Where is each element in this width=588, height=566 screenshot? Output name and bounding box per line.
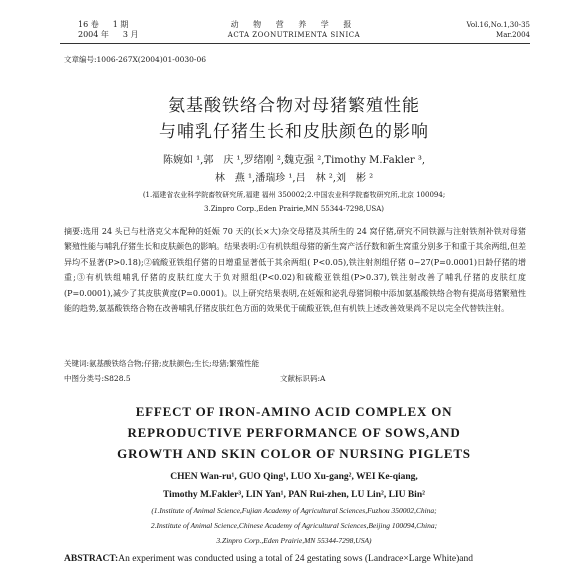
abstract-cn-label: 摘要: — [64, 227, 83, 236]
year-label: 2004 年 — [78, 30, 109, 39]
abstract-chinese — [64, 224, 526, 316]
month-label: 3 月 — [122, 30, 139, 39]
affiliations-chinese — [0, 188, 588, 216]
abstract-en-label: ABSTRACT: — [64, 554, 119, 564]
affiliation-cn-line: (1.福建省农业科学院畜牧研究所,福建 福州 350002;2.中国农业科学院畜牧研究所,北京 100094; — [142, 191, 446, 199]
title-en-line: GROWTH AND SKIN COLOR OF NURSING PIGLETS — [117, 446, 471, 461]
document-code: 文献标识码:A — [280, 374, 326, 383]
authors-en-line: Timothy M.Fakler³, LIN Yan¹, PAN Rui-zhen, LU Lin², LIU Bin² — [163, 490, 425, 500]
article-number: 文章编号:1006-267X(2004)01-0030-06 — [64, 55, 206, 64]
publication-date: Mar.2004 — [496, 31, 530, 39]
authors-en-line: CHEN Wan-ru¹, GUO Qing¹, LUO Xu-gang², WEI Ke-qiang, — [170, 472, 418, 482]
journal-name-cn: 动 物 营 养 学 报 — [230, 20, 358, 29]
title-en-line: EFFECT OF IRON-AMINO ACID COMPLEX ON — [135, 404, 453, 419]
authors-chinese — [0, 152, 588, 188]
abstract-english — [64, 552, 534, 566]
affiliation-cn-line: 3.Zinpro Corp.,Eden Prairie,MN 55344-7298,USA) — [204, 205, 384, 213]
authors-cn-line: 陈婉如 ¹,郭 庆 ¹,罗绪刚 ²,魏克强 ²,Timothy M.Fakler ³, — [162, 155, 426, 166]
abstract-en-text: An experiment was conducted using a total of 24 gestating sows (Landrace×Large White)and — [118, 554, 474, 564]
issue-label: 1 期 — [112, 20, 129, 29]
classification-number: 中图分类号:S828.5 — [64, 374, 131, 383]
title-chinese — [0, 93, 588, 145]
affiliation-en-line: 3.Zinpro Corp.,Eden Prairie,MN 55344-7298,USA) — [216, 536, 372, 545]
title-cn-line: 与哺乳仔猪生长和皮肤颜色的影响 — [159, 122, 429, 142]
volume-pages: Vol.16,No.1,30-35 — [466, 21, 530, 29]
citation-info — [466, 20, 530, 40]
abstract-cn-text: 选用 24 头已与杜洛克父本配种的妊娠 70 天的(长×大)杂交母猪及其所生的 24 窝仔猪,研究不同铁源与注射铁剂补铁对母猪繁殖性能与哺乳仔猪生长和皮肤颜色的影响。结果表明:①有机铁组母猪的新生窝产活仔数和新生窝重分别多于和重于其余两组,但差异均不显著(P>0.18);②硫酸亚铁组仔猪的日增重显著低于其余两组( P<0.05),铁注射剂组仔猪 0~27(P=0.0001)日龄仔猪的增重;③有机铁组哺乳仔猪的皮肤红度大于负对照组(P<0.02)和硫酸亚铁组(P>0.37),铁注射改善了哺乳仔猪的皮肤红度(P=0.0001),减少了其皮肤黄度(P=0.0001)。以上研究结果表明,在妊娠和泌乳母猪饲粮中添加氨基酸铁络合物有提高母猪繁殖性能的趋势,氨基酸铁络合物在改善哺乳仔猪皮肤红色方面的效果优于硫酸亚铁,但有机铁上述改善效果尚不足以完全代替铁注射。 — [64, 227, 526, 314]
journal-name-en: ACTA ZOONUTRIMENTA SINICA — [227, 31, 361, 39]
title-english — [0, 401, 588, 464]
volume-label: 16 卷 — [78, 20, 99, 29]
authors-cn-line: 林 燕 ¹,潘瑞珍 ¹,吕 林 ²,刘 彬 ² — [214, 173, 374, 184]
affiliations-english — [0, 503, 588, 548]
affiliation-en-line: 2.Institute of Animal Science,Chinese Academy of Agricultural Sciences,Beijing 100094,China; — [150, 521, 438, 530]
title-cn-line: 氨基酸铁络合物对母猪繁殖性能 — [168, 96, 420, 116]
title-en-line: REPRODUCTIVE PERFORMANCE OF SOWS,AND — [127, 425, 461, 440]
authors-english — [0, 468, 588, 504]
affiliation-en-line: (1.Institute of Animal Science,Fujian Academy of Agricultural Sciences,Fuzhou 350002,China; — [151, 506, 437, 515]
keywords-chinese: 关键词:氨基酸铁络合物;仔猪;皮肤颜色;生长;母猪;繁殖性能 — [64, 359, 260, 368]
header-divider — [60, 43, 530, 44]
